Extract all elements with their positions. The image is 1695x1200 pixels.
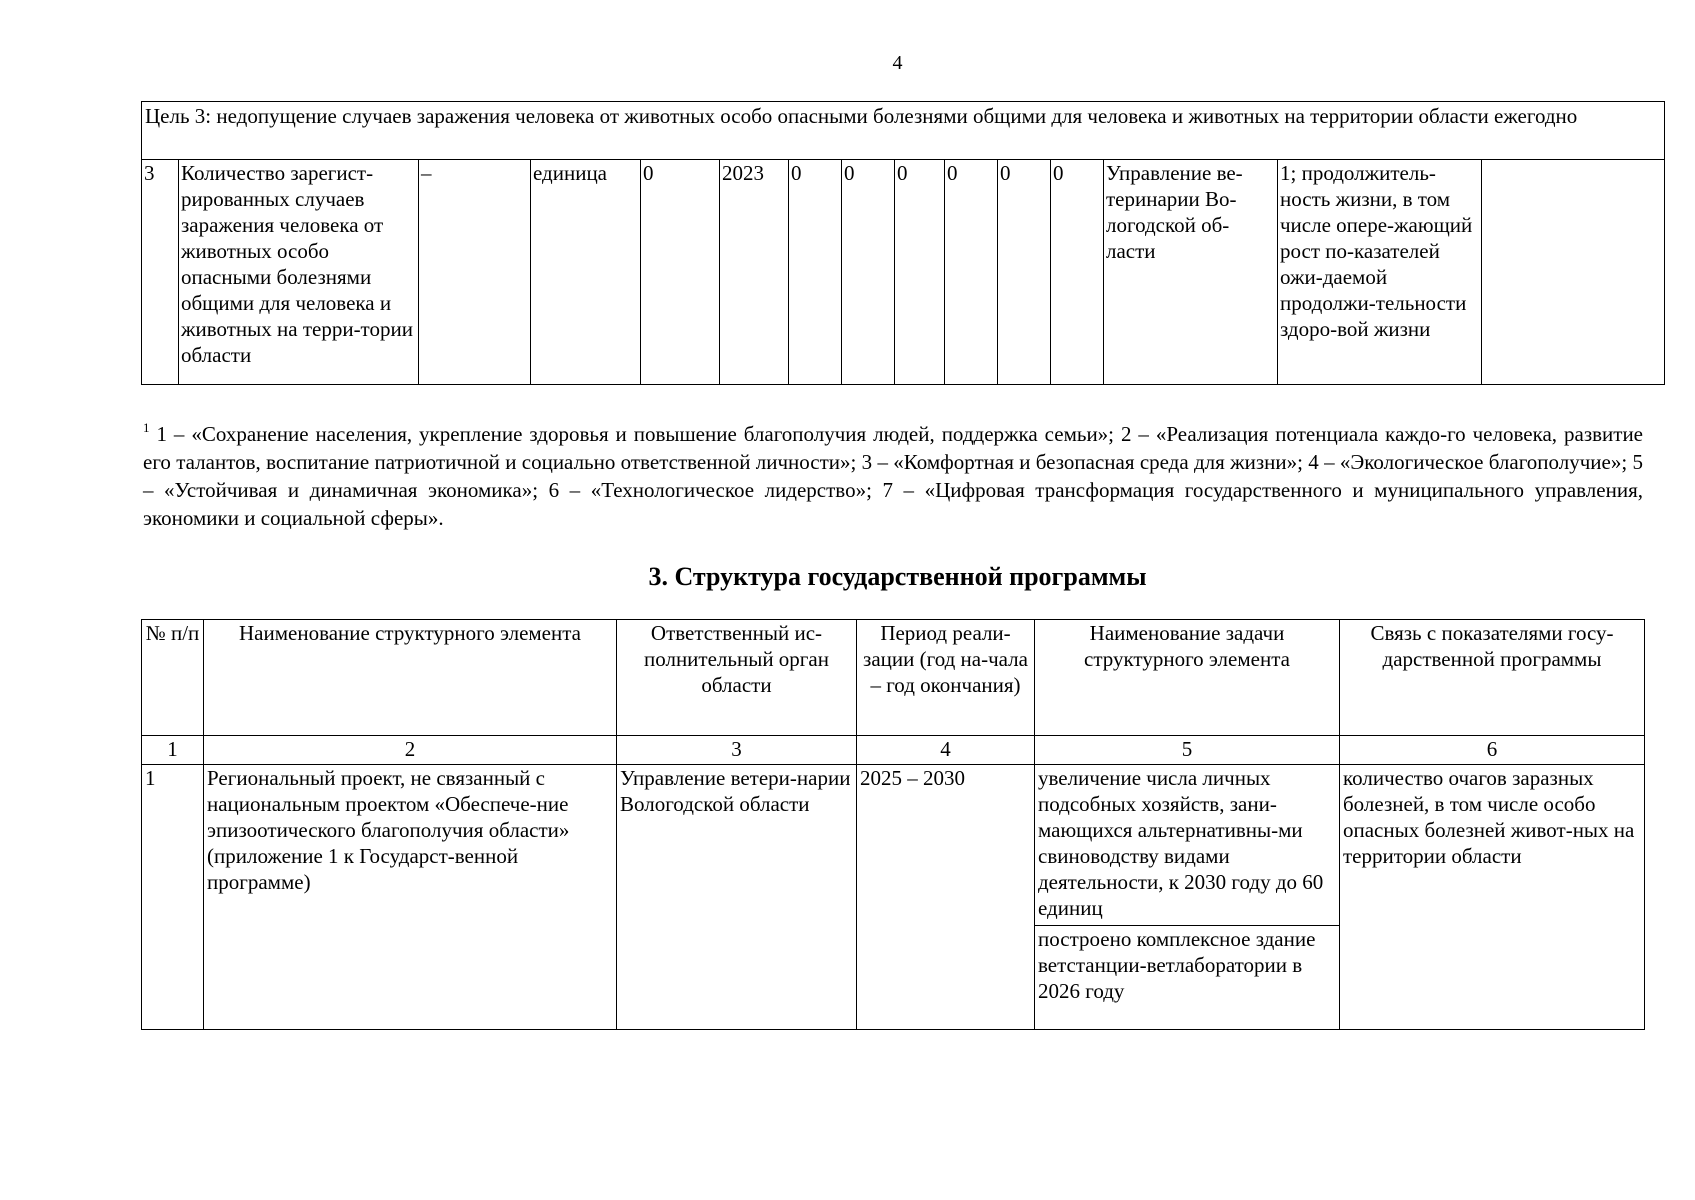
header-element: Наименование структурного элемента bbox=[204, 620, 617, 736]
column-number: 1 bbox=[142, 736, 204, 765]
indicator-value-1: 0 bbox=[789, 160, 842, 385]
indicator-link: 1; продолжитель-ность жизни, в том числе опере-жающий рост по-казателей ожи-даемой продолжи-тельности здоро-вой жизни bbox=[1278, 160, 1482, 385]
column-number: 2 bbox=[204, 736, 617, 765]
column-number: 4 bbox=[857, 736, 1035, 765]
indicator-row bbox=[142, 160, 1665, 385]
indicator-base-value: 0 bbox=[641, 160, 720, 385]
structure-table bbox=[141, 619, 1645, 1030]
page-number: 4 bbox=[892, 52, 903, 74]
footnote bbox=[143, 420, 1643, 532]
goal-row bbox=[142, 102, 1665, 160]
header-responsible: Ответственный ис-полнительный орган области bbox=[617, 620, 857, 736]
indicator-value-3: 0 bbox=[895, 160, 945, 385]
structure-data-row bbox=[142, 765, 1645, 926]
indicator-unit: единица bbox=[531, 160, 641, 385]
indicator-extra bbox=[1482, 160, 1665, 385]
row-task-1: увеличение числа личных подсобных хозяйств, зани-мающихся альтернативны-ми свиноводству видами деятельности, к 2030 году до 60 единиц bbox=[1035, 765, 1340, 926]
column-number: 6 bbox=[1340, 736, 1645, 765]
indicator-value-5: 0 bbox=[998, 160, 1051, 385]
footnote-marker: 1 bbox=[143, 420, 150, 435]
row-link: количество очагов заразных болезней, в том числе особо опасных болезней живот-ных на территории области bbox=[1340, 765, 1645, 1030]
row-task-2: построено комплексное здание ветстанции-ветлаборатории в 2026 году bbox=[1035, 926, 1340, 1030]
footnote-text: 1 – «Сохранение населения, укрепление здоровья и повышение благополучия людей, поддержка семьи»; 2 – «Реализация потенциала каждо-го человека, развитие его талантов, воспитание патриотичной и социально ответственной личности»; 3 – «Комфортная и безопасная среда для жизни»; 4 – «Экологическое благополучие»; 5 – «Устойчивая и динамичная экономика»; 6 – «Технологическое лидерство»; 7 – «Цифровая трансформация государственного и муниципального управления, экономики и социальной сферы». bbox=[143, 422, 1644, 530]
row-period: 2025 – 2030 bbox=[857, 765, 1035, 1030]
header-link: Связь с показателями госу-дарственной программы bbox=[1340, 620, 1645, 736]
row-responsible: Управление ветери-нарии Вологодской области bbox=[617, 765, 857, 1030]
structure-header-row bbox=[142, 620, 1645, 736]
column-number: 3 bbox=[617, 736, 857, 765]
header-num: № п/п bbox=[142, 620, 204, 736]
column-number-row bbox=[142, 736, 1645, 765]
section-title: 3. Структура государственной программы bbox=[648, 562, 1147, 591]
indicator-name: Количество зарегист-рированных случаев заражения человека от животных особо опасными болезнями общими для человека и животных на терри-тории области bbox=[179, 160, 419, 385]
row-num: 1 bbox=[142, 765, 204, 1030]
indicator-value-2: 0 bbox=[842, 160, 895, 385]
goal-indicator-table bbox=[141, 101, 1665, 385]
indicator-responsible: Управление ве-теринарии Во-логодской об-ласти bbox=[1104, 160, 1278, 385]
row-element: Региональный проект, не связанный с национальным проектом «Обеспече-ние эпизоотического благополучия области» (приложение 1 к Государст-венной программе) bbox=[204, 765, 617, 1030]
indicator-value-6: 0 bbox=[1051, 160, 1104, 385]
indicator-num: 3 bbox=[142, 160, 179, 385]
goal-text: Цель 3: недопущение случаев заражения человека от животных особо опасными болезнями общими для человека и животных на территории области ежегодно bbox=[142, 102, 1665, 160]
header-task: Наименование задачи структурного элемента bbox=[1035, 620, 1340, 736]
column-number: 5 bbox=[1035, 736, 1340, 765]
header-period: Период реали-зации (год на-чала – год окончания) bbox=[857, 620, 1035, 736]
indicator-level: – bbox=[419, 160, 531, 385]
indicator-value-4: 0 bbox=[945, 160, 998, 385]
indicator-base-year: 2023 bbox=[720, 160, 789, 385]
